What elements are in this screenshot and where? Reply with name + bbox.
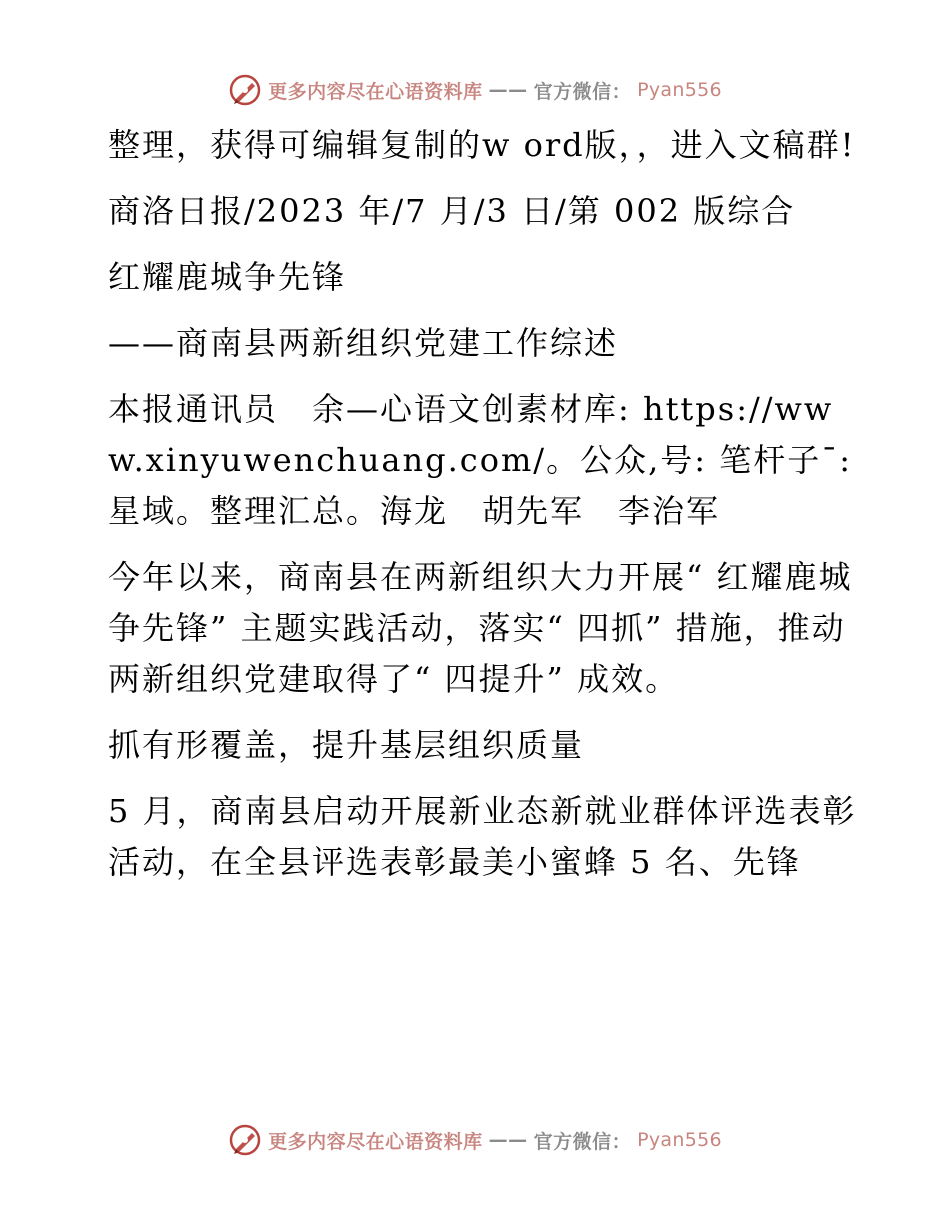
banner-dash: —— [488, 79, 528, 101]
paragraph-intro: 整理，获得可编辑复制的w ord版，，进入文稿群! [108, 126, 856, 164]
pen-logo-icon [228, 73, 262, 107]
banner-dash: —— [488, 1129, 528, 1151]
paragraph-byline: 本报通讯员 余—心语文创素材库: https://www.xinyuwenchuang.com/。公众,号: 笔杆子¯:星域。整理汇总。海龙 胡先军 李治军 [108, 390, 852, 530]
banner-sub-text: 官方微信： [533, 1130, 632, 1153]
footer-watermark-banner [0, 1120, 950, 1160]
article-title: 红耀鹿城争先锋 [108, 258, 347, 296]
banner-wechat-id: Pyan556 [637, 1129, 722, 1151]
article-subtitle: ——商南县两新组织党建工作综述 [108, 324, 619, 362]
banner-wechat-id: Pyan556 [637, 79, 722, 101]
banner-main-text: 更多内容尽在心语资料库 [268, 80, 483, 103]
paragraph-summary: 今年以来，商南县在两新组织大力开展“ 红耀鹿城争先锋” 主题实践活动，落实“ 四抓” 措施，推动两新组织党建取得了“ 四提升” 成效。 [108, 558, 853, 698]
header-watermark-banner [0, 70, 950, 110]
paragraph-body: 5 月，商南县启动开展新业态新就业群体评选表彰活动，在全县评选表彰最美小蜜蜂 5 名、先锋 [108, 792, 857, 881]
pen-logo-icon [228, 1123, 262, 1157]
section-heading: 抓有形覆盖，提升基层组织质量 [108, 726, 585, 764]
paragraph-source-line: 商洛日报/2023 年/7 月/3 日/第 002 版综合 [108, 192, 796, 230]
document-body [98, 120, 858, 903]
banner-main-text: 更多内容尽在心语资料库 [268, 1130, 483, 1153]
banner-sub-text: 官方微信： [533, 80, 632, 103]
